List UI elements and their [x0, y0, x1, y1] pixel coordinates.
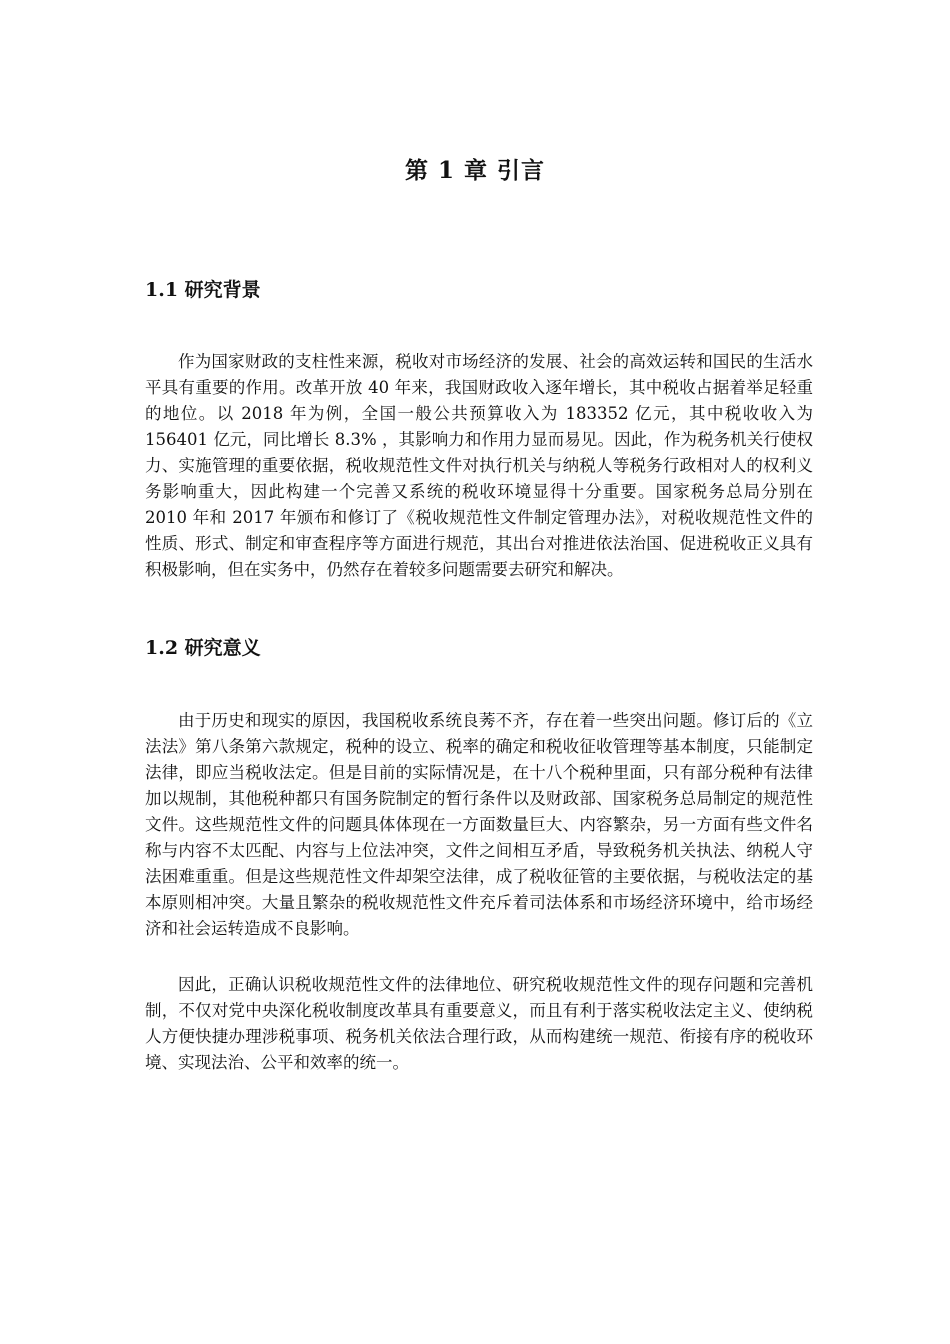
paragraph: 由于历史和现实的原因，我国税收系统良莠不齐，存在着一些突出问题。修订后的《立法法》第八条第六款规定，税种的设立、税率的确定和税收征收管理等基本制度，只能制定法律，即应当税收法定。但是目前的实际情况是，在十八个税种里面，只有部分税种有法律加以规制，其他税种都只有国务院制定的暂行条件以及财政部、国家税务总局制定的规范性文件。这些规范性文件的问题具体体现在一方面数量巨大、内容繁杂，另一方面有些文件名称与内容不太匹配、内容与上位法冲突，文件之间相互矛盾，导致税务机关执法、纳税人守法困难重重。但是这些规范性文件却架空法律，成了税收征管的主要依据，与税收法定的基本原则相冲突。大量且繁杂的税收规范性文件充斥着司法体系和市场经济环境中，给市场经济和社会运转造成不良影响。 — [145, 711, 813, 938]
section-heading-background: 1.1 研究背景 — [145, 279, 261, 301]
paragraph: 作为国家财政的支柱性来源，税收对市场经济的发展、社会的高效运转和国民的生活水平具有重要的作用。改革开放 40 年来，我国财政收入逐年增长，其中税收占据着举足轻重的地位。以 2018 年为例，全国一般公共预算收入为 183352 亿元，其中税收收入为 156401 亿元，同比增长 8.3% ，其影响力和作用力显而易见。因此，作为税务机关行使权力、实施管理的重要依据，税收规范性文件对执行机关与纳税人等税务行政相对人的权利义务影响重大，因此构建一个完善又系统的税收环境显得十分重要。国家税务总局分别在 2010 年和 2017 年颁布和修订了《税收规范性文件制定管理办法》，对税收规范性文件的性质、形式、制定和审查程序等方面进行规范，其出台对推进依法治国、促进税收正义具有积极影响，但在实务中，仍然存在着较多问题需要去研究和解决。 — [145, 352, 813, 579]
section-heading-significance: 1.2 研究意义 — [145, 637, 261, 659]
chapter-title: 第 1 章 引言 — [404, 157, 546, 184]
paragraph: 因此，正确认识税收规范性文件的法律地位、研究税收规范性文件的现存问题和完善机制，不仅对党中央深化税收制度改革具有重要意义，而且有利于落实税收法定主义、使纳税人方便快捷办理涉税事项、税务机关依法合理行政，从而构建统一规范、衔接有序的税收环境、实现法治、公平和效率的统一。 — [145, 975, 813, 1072]
